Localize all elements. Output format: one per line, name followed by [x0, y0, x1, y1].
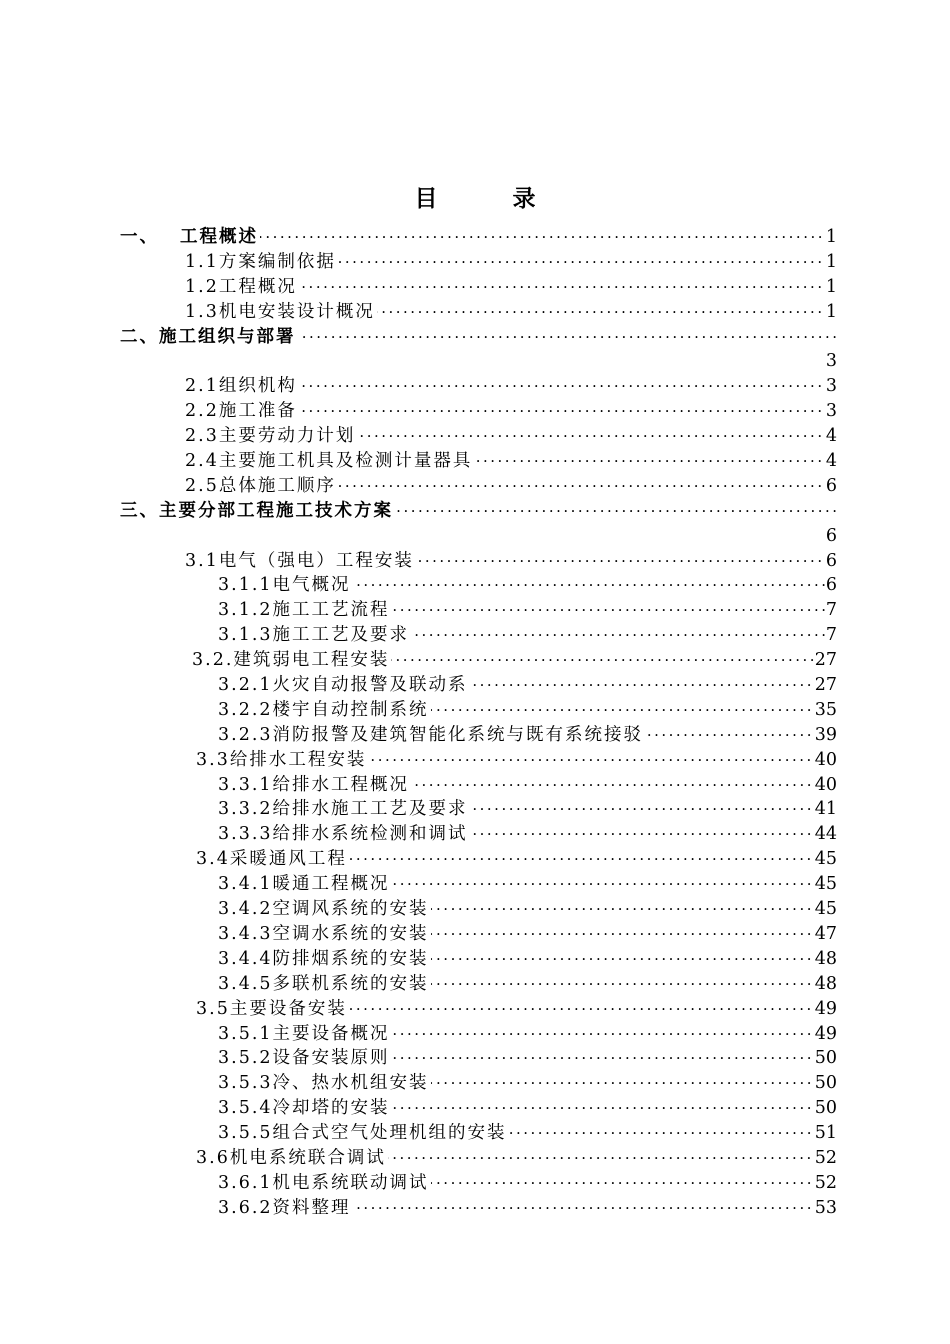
- toc-entry[interactable]: [0, 847, 950, 872]
- toc-entry-title: 1.3机电安装设计概况: [185, 300, 377, 325]
- toc-page-number: 35: [814, 698, 837, 723]
- toc-entry[interactable]: [0, 872, 950, 897]
- toc-page-number: 49: [814, 1022, 837, 1047]
- toc-entry-title: 2.5总体施工顺序: [185, 474, 338, 499]
- toc-page-number: 45: [814, 872, 837, 897]
- toc-entry-title: 3.4采暖通风工程: [196, 847, 349, 872]
- toc-page-number: 4: [825, 424, 837, 449]
- toc-entry[interactable]: [0, 773, 950, 798]
- toc-entry-page-wrap: [0, 349, 950, 374]
- toc-page-number: 51: [814, 1121, 837, 1146]
- toc-entry-title: [120, 225, 260, 250]
- toc-entry[interactable]: [0, 1146, 950, 1171]
- toc-page-number: 45: [814, 897, 837, 922]
- toc-entry-title: 3.1电气（强电）工程安装: [185, 549, 416, 574]
- toc-entry-title: 3.1.2施工工艺流程: [218, 598, 392, 623]
- toc-entry[interactable]: [0, 623, 950, 648]
- table-of-contents: [0, 225, 950, 1221]
- toc-page-number: 3: [825, 374, 837, 399]
- toc-entry[interactable]: [0, 897, 950, 922]
- toc-entry[interactable]: [0, 325, 950, 350]
- toc-entry-title: 2.4主要施工机具及检测计量器具: [185, 449, 474, 474]
- toc-entry[interactable]: [0, 1196, 950, 1221]
- toc-entry[interactable]: [0, 1071, 950, 1096]
- toc-entry-title: 3.4.2空调风系统的安装: [218, 897, 431, 922]
- toc-entry[interactable]: [0, 374, 950, 399]
- toc-entry[interactable]: [0, 797, 950, 822]
- toc-page-number: 50: [814, 1096, 837, 1121]
- toc-entry-title: 3.3.2给排水施工工艺及要求: [218, 797, 470, 822]
- toc-entry-title: 1.2工程概况: [185, 275, 299, 300]
- toc-page-number: 3: [825, 349, 837, 374]
- toc-entry-title: 3.2.3消防报警及建筑智能化系统与既有系统接驳: [218, 723, 645, 748]
- toc-page-number: 48: [814, 972, 837, 997]
- toc-entry-title: 3.3.3给排水系统检测和调试: [218, 822, 470, 847]
- toc-entry[interactable]: [0, 648, 950, 673]
- toc-entry[interactable]: [0, 997, 950, 1022]
- chapter-title: 工程概述: [180, 227, 258, 247]
- toc-entry-title: 3.5.4冷却塔的安装: [218, 1096, 392, 1121]
- toc-entry[interactable]: [0, 723, 950, 748]
- toc-page-number: 27: [814, 673, 837, 698]
- toc-page-number: 48: [814, 947, 837, 972]
- toc-entry[interactable]: [0, 300, 950, 325]
- toc-page-number: 52: [814, 1171, 837, 1196]
- toc-entry[interactable]: [0, 748, 950, 773]
- toc-entry[interactable]: [0, 474, 950, 499]
- toc-page-number: 1: [825, 300, 837, 325]
- toc-entry-title: 3.4.4防排烟系统的安装: [218, 947, 431, 972]
- toc-entry-title: 3.5.2设备安装原则: [218, 1046, 392, 1071]
- toc-entry[interactable]: [0, 449, 950, 474]
- toc-page-number: 1: [825, 250, 837, 275]
- toc-entry[interactable]: [0, 499, 950, 524]
- toc-entry-title: 3.1.1电气概况: [218, 573, 353, 598]
- toc-entry-title: 三、主要分部工程施工技术方案: [120, 499, 395, 524]
- toc-page-number: 50: [814, 1071, 837, 1096]
- toc-entry[interactable]: [0, 947, 950, 972]
- toc-page-number: 6: [825, 474, 837, 499]
- toc-entry-title: 3.3给排水工程安装: [196, 748, 368, 773]
- toc-entry-title: 3.2.1火灾自动报警及联动系: [218, 673, 470, 698]
- toc-page-number: 3: [825, 399, 837, 424]
- toc-entry-title: 2.2施工准备: [185, 399, 299, 424]
- toc-entry-title: 2.3主要劳动力计划: [185, 424, 357, 449]
- toc-entry-title: 3.4.5多联机系统的安装: [218, 972, 431, 997]
- toc-entry[interactable]: [0, 399, 950, 424]
- toc-page-number: 6: [825, 524, 837, 549]
- toc-entry-title: 3.6机电系统联合调试: [196, 1146, 388, 1171]
- toc-page-number: 39: [814, 723, 837, 748]
- toc-page-number: 41: [814, 797, 837, 822]
- toc-entry[interactable]: [0, 598, 950, 623]
- toc-entry-title: 3.5.1主要设备概况: [218, 1022, 392, 1047]
- toc-entry[interactable]: [0, 549, 950, 574]
- toc-entry[interactable]: [0, 822, 950, 847]
- toc-entry-title: 3.4.3空调水系统的安装: [218, 922, 431, 947]
- toc-entry[interactable]: [0, 424, 950, 449]
- toc-page-number: 52: [814, 1146, 837, 1171]
- toc-page-number: 1: [825, 275, 837, 300]
- toc-page-number: 6: [825, 549, 837, 574]
- toc-page-number: 1: [825, 225, 837, 250]
- toc-entry-title: 1.1方案编制依据: [185, 250, 338, 275]
- toc-entry[interactable]: [0, 275, 950, 300]
- toc-entry[interactable]: [0, 1096, 950, 1121]
- toc-entry[interactable]: [0, 1046, 950, 1071]
- toc-page-number: 6: [825, 573, 837, 598]
- toc-entry-title: 3.6.1机电系统联动调试: [218, 1171, 431, 1196]
- toc-entry-title: 2.1组织机构: [185, 374, 299, 399]
- toc-page-number: 53: [814, 1196, 837, 1221]
- toc-entry-title: 3.2.建筑弱电工程安装: [192, 648, 391, 673]
- toc-entry-title: 3.5主要设备安装: [196, 997, 349, 1022]
- toc-entry-title: 3.4.1暖通工程概况: [218, 872, 392, 897]
- toc-entry-title: 3.1.3施工工艺及要求: [218, 623, 411, 648]
- toc-page-number: 4: [825, 449, 837, 474]
- toc-page-number: 40: [814, 773, 837, 798]
- toc-page-number: 7: [825, 623, 837, 648]
- toc-page-number: 27: [814, 648, 837, 673]
- toc-entry-title: 3.6.2资料整理: [218, 1196, 353, 1221]
- toc-page-number: 44: [814, 822, 837, 847]
- toc-entry-title: 3.3.1给排水工程概况: [218, 773, 411, 798]
- toc-page-number: 45: [814, 847, 837, 872]
- toc-entry-title: 二、施工组织与部署: [120, 325, 298, 350]
- toc-entry[interactable]: [0, 922, 950, 947]
- toc-page-number: 47: [814, 922, 837, 947]
- toc-entry[interactable]: [0, 225, 950, 250]
- toc-entry[interactable]: [0, 250, 950, 275]
- chapter-number: 一、: [120, 227, 159, 247]
- toc-page-number: 40: [814, 748, 837, 773]
- toc-entry[interactable]: [0, 573, 950, 598]
- toc-entry-title: 3.5.3冷、热水机组安装: [218, 1071, 431, 1096]
- toc-entry[interactable]: [0, 1121, 950, 1146]
- toc-page-number: 7: [825, 598, 837, 623]
- toc-page-number: 49: [814, 997, 837, 1022]
- toc-entry[interactable]: [0, 972, 950, 997]
- toc-entry-title: 3.2.2楼宇自动控制系统: [218, 698, 431, 723]
- toc-entry-page-wrap: [0, 524, 950, 549]
- toc-page-number: 50: [814, 1046, 837, 1071]
- toc-entry[interactable]: [0, 1022, 950, 1047]
- toc-entry[interactable]: [0, 1171, 950, 1196]
- toc-entry[interactable]: [0, 698, 950, 723]
- toc-entry-title: 3.5.5组合式空气处理机组的安装: [218, 1121, 509, 1146]
- toc-title: 目 录: [414, 185, 562, 212]
- toc-entry[interactable]: [0, 673, 950, 698]
